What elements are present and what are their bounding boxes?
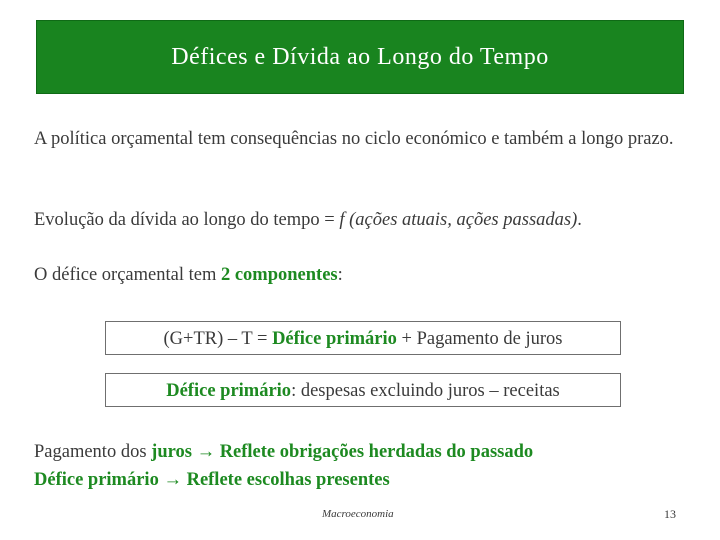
components-prefix: O défice orçamental tem [34,265,221,285]
footer-label: Macroeconomia [322,508,394,520]
primary-highlight: Défice primário [34,470,159,490]
formula-args: (ações atuais, ações passadas) [344,210,578,230]
definition-highlight: Défice primário [166,381,292,401]
debt-evolution-formula [34,209,582,231]
deficit-equation-box [105,321,621,355]
interest-prefix: Pagamento dos [34,442,152,462]
interest-explanation: Reflete obrigações herdadas do passado [219,442,534,462]
formula-end: . [577,210,582,230]
title-bar [36,20,684,94]
interest-highlight: juros [151,442,192,462]
components-line [34,264,343,286]
primary-deficit-box [105,373,621,407]
formula-lhs: Evolução da dívida ao longo do tempo = [34,210,340,230]
primary-deficit-line [34,469,390,491]
equation-prefix: (G+TR) – T = [163,329,273,349]
paragraph-intro: A política orçamental tem consequências no ciclo económico e também a longo prazo. [34,129,674,149]
components-highlight: 2 componentes [220,265,338,285]
primary-deficit-definition [106,380,620,402]
equation-highlight: Défice primário [272,329,397,349]
primary-arrow: → [158,470,187,490]
equation-suffix: + Pagamento de juros [396,329,563,349]
formula-function: f [339,210,345,230]
components-suffix: : [337,265,343,285]
definition-suffix: : despesas excluindo juros – receitas [291,381,560,401]
slide-title: Défices e Dívida ao Longo do Tempo [171,44,549,70]
interest-arrow: → [191,442,220,462]
deficit-equation [106,328,620,350]
page-number: 13 [664,507,676,521]
primary-explanation: Reflete escolhas presentes [186,470,390,490]
interest-line [34,441,533,463]
